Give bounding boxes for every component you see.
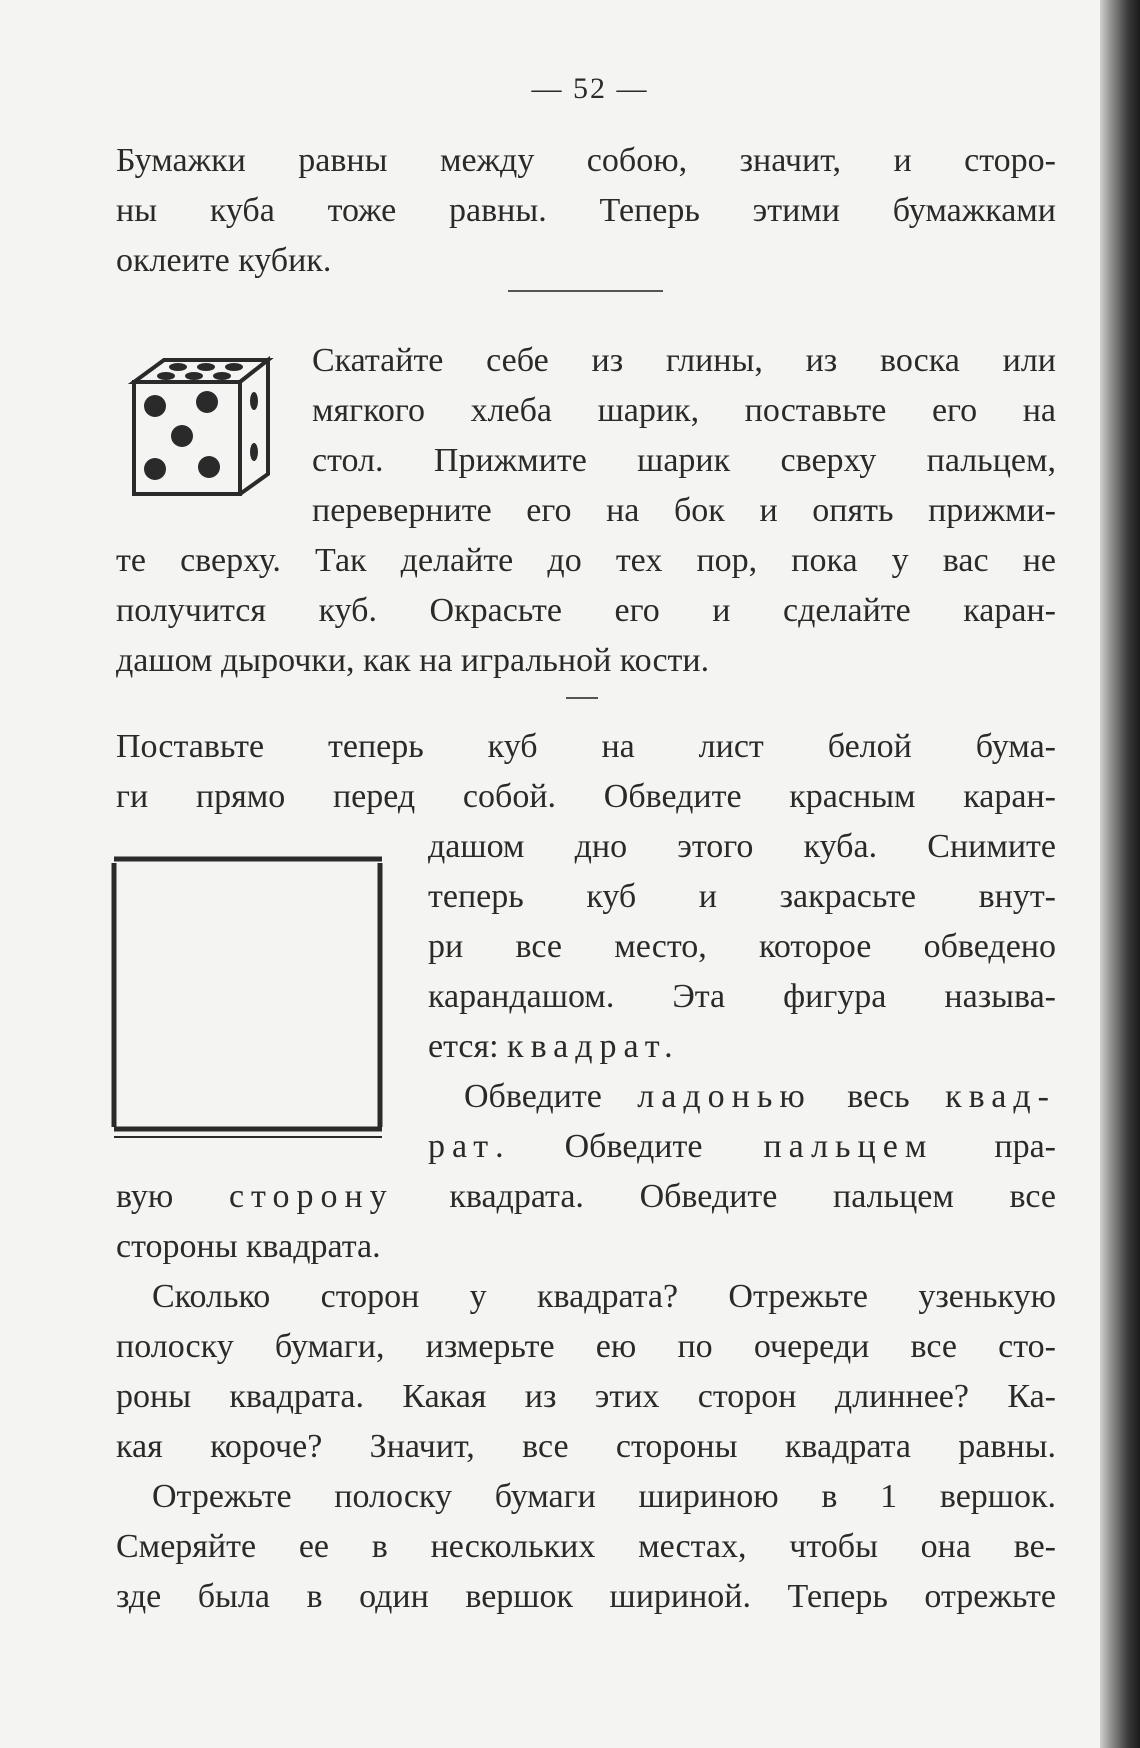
text-line: Сколько сторон у квадрата? Отрежьте узенькую xyxy=(152,1278,1056,1315)
text-fragment: квадрата. Обведите пальцем все xyxy=(393,1178,1056,1215)
text-line: Поставьте теперь куб на лист белой бума- xyxy=(116,728,1056,765)
text-line: оклеите кубик. xyxy=(116,242,332,279)
text-line xyxy=(428,1022,1056,1072)
paragraph-2-full xyxy=(116,536,1056,686)
text-line: Смеряйте ее в нескольких местах, чтобы она ве- xyxy=(116,1528,1056,1565)
term-emphasis: пальцем xyxy=(763,1128,934,1165)
text-line: теперь куб и закрасьте внут- xyxy=(428,878,1056,915)
text-fragment: пра- xyxy=(933,1128,1057,1165)
paragraph-2-wrapped xyxy=(312,336,1056,536)
text-fragment: вую xyxy=(116,1178,229,1215)
paragraph-3-after xyxy=(116,1172,1056,1272)
text-fragment: ется: xyxy=(428,1028,508,1065)
paragraph-1 xyxy=(116,136,1056,286)
paragraph-3-wrapped xyxy=(428,822,1056,1172)
term-emphasis: рат xyxy=(428,1128,496,1165)
text-line: зде была в один вершок шириной. Теперь отрежьте xyxy=(116,1578,1056,1615)
term-emphasis: квад- xyxy=(945,1078,1056,1115)
text-line: кая короче? Значит, все стороны квадрата равны. xyxy=(116,1428,1056,1465)
text-line: те сверху. Так делайте до тех пор, пока у вас не xyxy=(116,542,1056,579)
text-line: Бумажки равны между собою, значит, и сторо- xyxy=(116,142,1056,179)
text-line: ги прямо перед собой. Обведите красным каран- xyxy=(116,778,1056,815)
text-line: мягкого хлеба шарик, поставьте его на xyxy=(312,392,1056,429)
square-figure xyxy=(110,855,390,1140)
text-line: переверните его на бок и опять прижми- xyxy=(312,492,1056,529)
term-emphasis: сторону xyxy=(228,1178,394,1215)
section-divider xyxy=(566,697,598,699)
paragraph-5 xyxy=(116,1472,1056,1622)
die-icon xyxy=(128,356,274,496)
text-fragment: Обведите xyxy=(464,1078,638,1115)
term-emphasis: ладонью xyxy=(637,1078,812,1115)
text-line xyxy=(428,1122,1056,1172)
paragraph-4 xyxy=(116,1272,1056,1472)
text-fragment: весь xyxy=(811,1078,946,1115)
text-line: Отрежьте полоску бумаги шириною в 1 вершок. xyxy=(152,1478,1056,1515)
text-fragment: . Обведите xyxy=(495,1128,764,1165)
text-line: дашом дно этого куба. Снимите xyxy=(428,828,1056,865)
section-divider xyxy=(508,290,663,292)
text-line xyxy=(116,1172,1056,1222)
text-line: ри все место, которое обведено xyxy=(428,928,1056,965)
text-line: полоску бумаги, измерьте ею по очереди все сто- xyxy=(116,1328,1056,1365)
text-line xyxy=(428,1072,1056,1122)
paragraph-3-full xyxy=(116,722,1056,822)
text-line: получится куб. Окрасьте его и сделайте каран- xyxy=(116,592,1056,629)
term-emphasis: квадрат. xyxy=(507,1028,680,1065)
page-edge-shadow xyxy=(1100,0,1140,1748)
text-line: карандашом. Эта фигура называ- xyxy=(428,978,1056,1015)
text-line: дашом дырочки, как на игральной кости. xyxy=(116,642,710,679)
text-line: ны куба тоже равны. Теперь этими бумажками xyxy=(116,192,1056,229)
page-number: — 52 — xyxy=(531,72,649,105)
text-line: Скатайте себе из глины, из воска или xyxy=(312,342,1056,379)
text-line: роны квадрата. Какая из этих сторон длиннее? Ка- xyxy=(116,1378,1056,1415)
text-line: стол. Прижмите шарик сверху пальцем, xyxy=(312,442,1056,479)
text-line: стороны квадрата. xyxy=(116,1228,381,1265)
